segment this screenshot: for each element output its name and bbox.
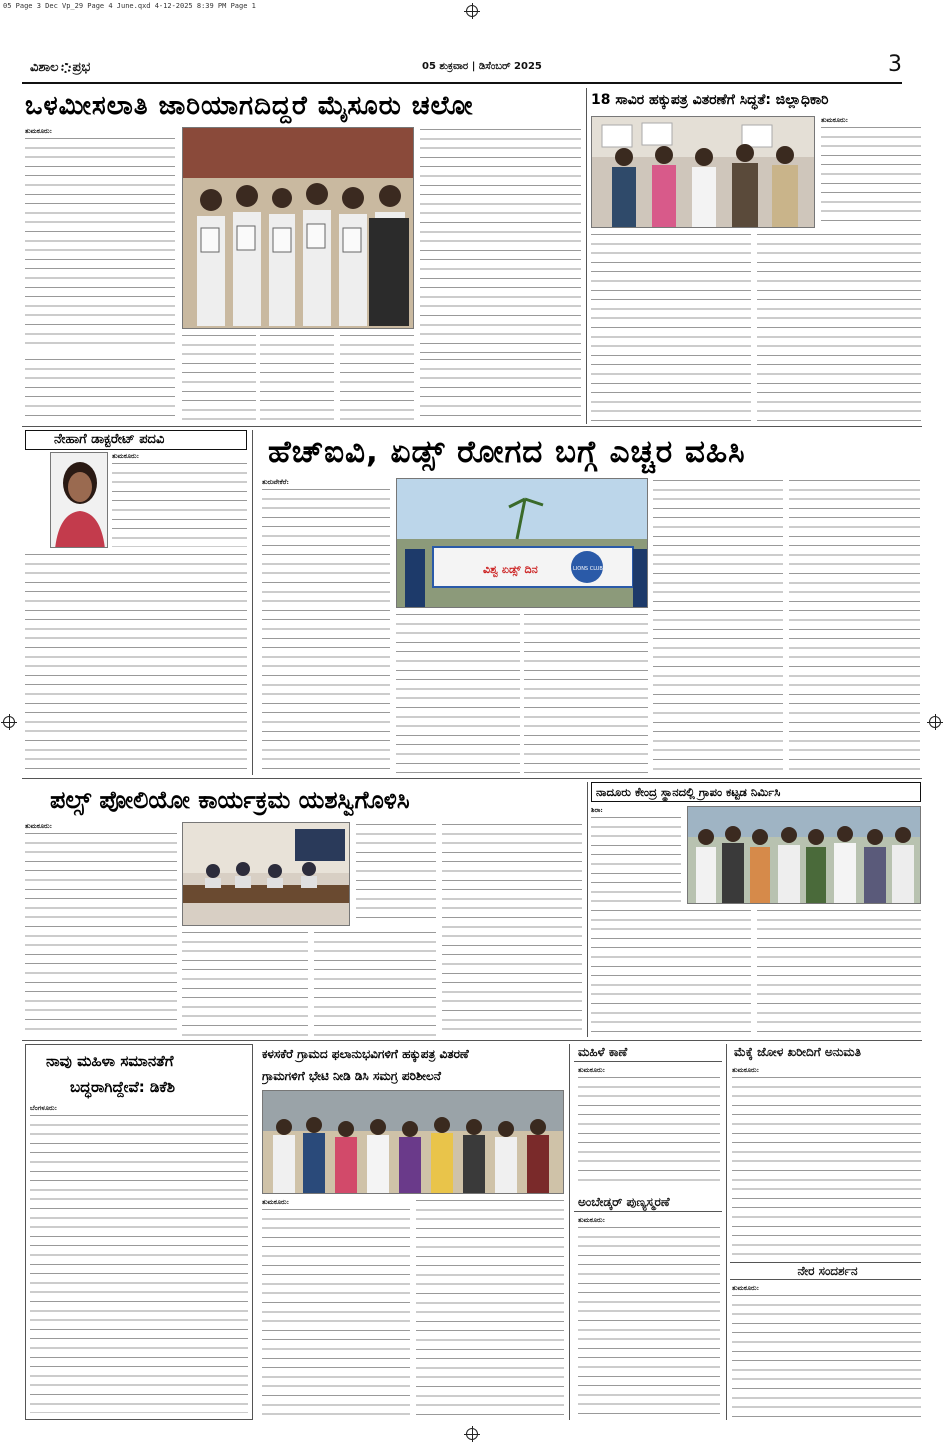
story-1-photo <box>182 127 414 329</box>
headline-story-5: ಪಲ್ಸ್ ಪೋಲಿಯೋ ಕಾರ್ಯಕ್ರಮ ಯಶಸ್ವಿಗೊಳಿಸಿ <box>50 786 410 814</box>
story-1-body <box>25 127 175 353</box>
story-10-body <box>732 1066 921 1258</box>
story-8-body <box>262 1198 410 1420</box>
registration-mark-icon <box>466 5 478 17</box>
headline-story-10: ಮೆಕ್ಕೆ ಜೋಳ ಖರೀದಿಗೆ ಅನುಮತಿ <box>734 1045 862 1059</box>
story-12-body <box>732 1284 921 1420</box>
story-8-photo <box>262 1090 564 1194</box>
dateline: ಶಿರಾ: <box>591 806 603 814</box>
story-1-body-col7 <box>25 357 175 423</box>
story-5-body-col3 <box>182 930 308 1036</box>
story-2-photo <box>591 116 815 228</box>
club-badge-text: LIONS CLUB <box>573 566 603 572</box>
story-5-body-col4 <box>314 930 436 1036</box>
masthead-name-left: ವಿಶಾಲ <box>30 60 59 75</box>
headline-story-9: ಮಹಿಳೆ ಕಾಣೆ <box>574 1044 722 1062</box>
dateline: ತುಮಕೂರು: <box>112 452 140 460</box>
registration-mark-icon <box>3 716 15 728</box>
headline-story-6: ನಾದೂರು ಕೇಂದ್ರ ಸ್ಥಾನದಲ್ಲಿ ಗ್ರಾಪಂ ಕಟ್ಟಡ ನಿರ್ಮಿಸಿ <box>591 782 921 802</box>
story-2-body <box>821 116 921 228</box>
story-1-body-col3 <box>182 333 256 423</box>
headline-story-8-line2: ಗ್ರಾಮಗಳಿಗೆ ಭೇಟಿ ನೀಡಿ ಡಿಸಿ ಸಮಗ್ರ ಪರಿಶೀಲನೆ <box>262 1069 441 1083</box>
story-5-body-col2 <box>356 822 436 926</box>
story-8-body-col2 <box>416 1198 564 1420</box>
story-1-body-col2 <box>420 127 581 353</box>
story-4-body-col5 <box>789 478 920 774</box>
story-9-body <box>578 1066 720 1190</box>
section-rule <box>22 778 922 779</box>
column-rule <box>569 1044 570 1420</box>
story-3-body <box>112 452 247 548</box>
story-6-body-col3 <box>757 908 921 1036</box>
column-rule <box>252 430 253 775</box>
dateline: ತುಮಕೂರು: <box>732 1066 760 1074</box>
story-11-body <box>578 1216 720 1420</box>
story-2-body-col2 <box>591 232 751 424</box>
page-number: 3 <box>888 52 902 77</box>
dateline: ತುಮಕೂರು: <box>578 1066 606 1074</box>
story-4-body <box>262 478 390 774</box>
story-6-body-col2 <box>591 908 751 1036</box>
story-4-body-col3 <box>524 612 648 774</box>
story-6-photo <box>687 806 921 904</box>
print-slug-line: 05 Page 3 Dec Vp_29 Page 4 June.qxd 4-12-2025 8:39 PM Page 1 <box>3 2 256 10</box>
headline-story-7-line2: ಬದ್ಧರಾಗಿದ್ದೇವೆ: ಡಿಕೆಶಿ <box>70 1078 175 1096</box>
story-3-body-col2 <box>25 552 247 774</box>
story-6-body <box>591 806 681 904</box>
section-rule <box>22 426 922 427</box>
headline-story-12: ನೇರ ಸಂದರ್ಶನ <box>730 1262 921 1280</box>
story-3-portrait <box>50 452 108 548</box>
story-1-body-col5 <box>340 333 414 423</box>
column-rule <box>726 1044 727 1420</box>
headline-story-3: ನೇಹಾಗೆ ಡಾಕ್ಟರೇಟ್ ಪದವಿ <box>25 430 247 450</box>
registration-mark-icon <box>466 1428 478 1440</box>
headline-story-1: ಒಳಮೀಸಲಾತಿ ಜಾರಿಯಾಗದಿದ್ದರೆ ಮೈಸೂರು ಚಲೋ <box>25 91 474 121</box>
headline-story-7-line1: ನಾವು ಮಹಿಳಾ ಸಮಾನತೆಗೆ <box>46 1052 174 1070</box>
story-5-body <box>25 822 177 1036</box>
dateline: ಬೆಂಗಳೂರು: <box>30 1104 58 1112</box>
story-4-photo <box>396 478 648 608</box>
story-5-body-col5 <box>442 822 582 1036</box>
registration-mark-icon <box>929 716 941 728</box>
issue-date: 05 ಶುಕ್ರವಾರ | ಡಿಸೆಂಬರ್ 2025 <box>422 61 542 72</box>
story-1-body-col6 <box>420 357 581 423</box>
masthead <box>30 60 90 75</box>
banner-text: ವಿಶ್ವ ಏಡ್ಸ್ ದಿನ <box>483 563 538 576</box>
dateline: ತುರುವೇಕೆರೆ: <box>262 478 289 486</box>
page-header <box>22 52 902 84</box>
dateline: ತುಮಕೂರು: <box>821 116 849 124</box>
story-1-body-col4 <box>260 333 334 423</box>
headline-story-11: ಅಂಬೇಡ್ಕರ್ ಪುಣ್ಯಸ್ಮರಣೆ <box>574 1194 722 1212</box>
story-4-body-col2 <box>396 612 520 774</box>
section-rule <box>22 1040 922 1041</box>
dateline: ತುಮಕೂರು: <box>578 1216 606 1224</box>
dateline: ತುಮಕೂರು: <box>25 822 53 830</box>
story-5-photo <box>182 822 350 926</box>
sun-logo-icon <box>61 63 71 73</box>
story-7-body <box>30 1104 248 1416</box>
headline-story-2: 18 ಸಾವಿರ ಹಕ್ಕುಪತ್ರ ವಿತರಣೆಗೆ ಸಿದ್ಧತೆ: ಜಿಲ್ಲಾಧಿಕಾರಿ <box>591 92 829 108</box>
story-4-body-col4 <box>653 478 783 774</box>
dateline: ತುಮಕೂರು: <box>732 1284 760 1292</box>
dateline: ತುಮಕೂರು: <box>25 127 53 135</box>
masthead-name-right: ಪ್ರಭ <box>72 60 91 75</box>
headline-story-4: ಹೆಚ್‌ಐವಿ, ಏಡ್ಸ್ ರೋಗದ ಬಗ್ಗೆ ಎಚ್ಚರ ವಹಿಸಿ <box>268 434 746 470</box>
headline-story-8-line1: ಕಳಸಕೆರೆ ಗ್ರಾಮದ ಫಲಾನುಭವಿಗಳಿಗೆ ಹಕ್ಕುಪತ್ರ ವಿತರಣೆ <box>262 1047 469 1061</box>
column-rule <box>587 782 588 1037</box>
column-rule <box>586 88 587 424</box>
story-2-body-col3 <box>757 232 921 424</box>
dateline: ತುಮಕೂರು: <box>262 1198 290 1206</box>
